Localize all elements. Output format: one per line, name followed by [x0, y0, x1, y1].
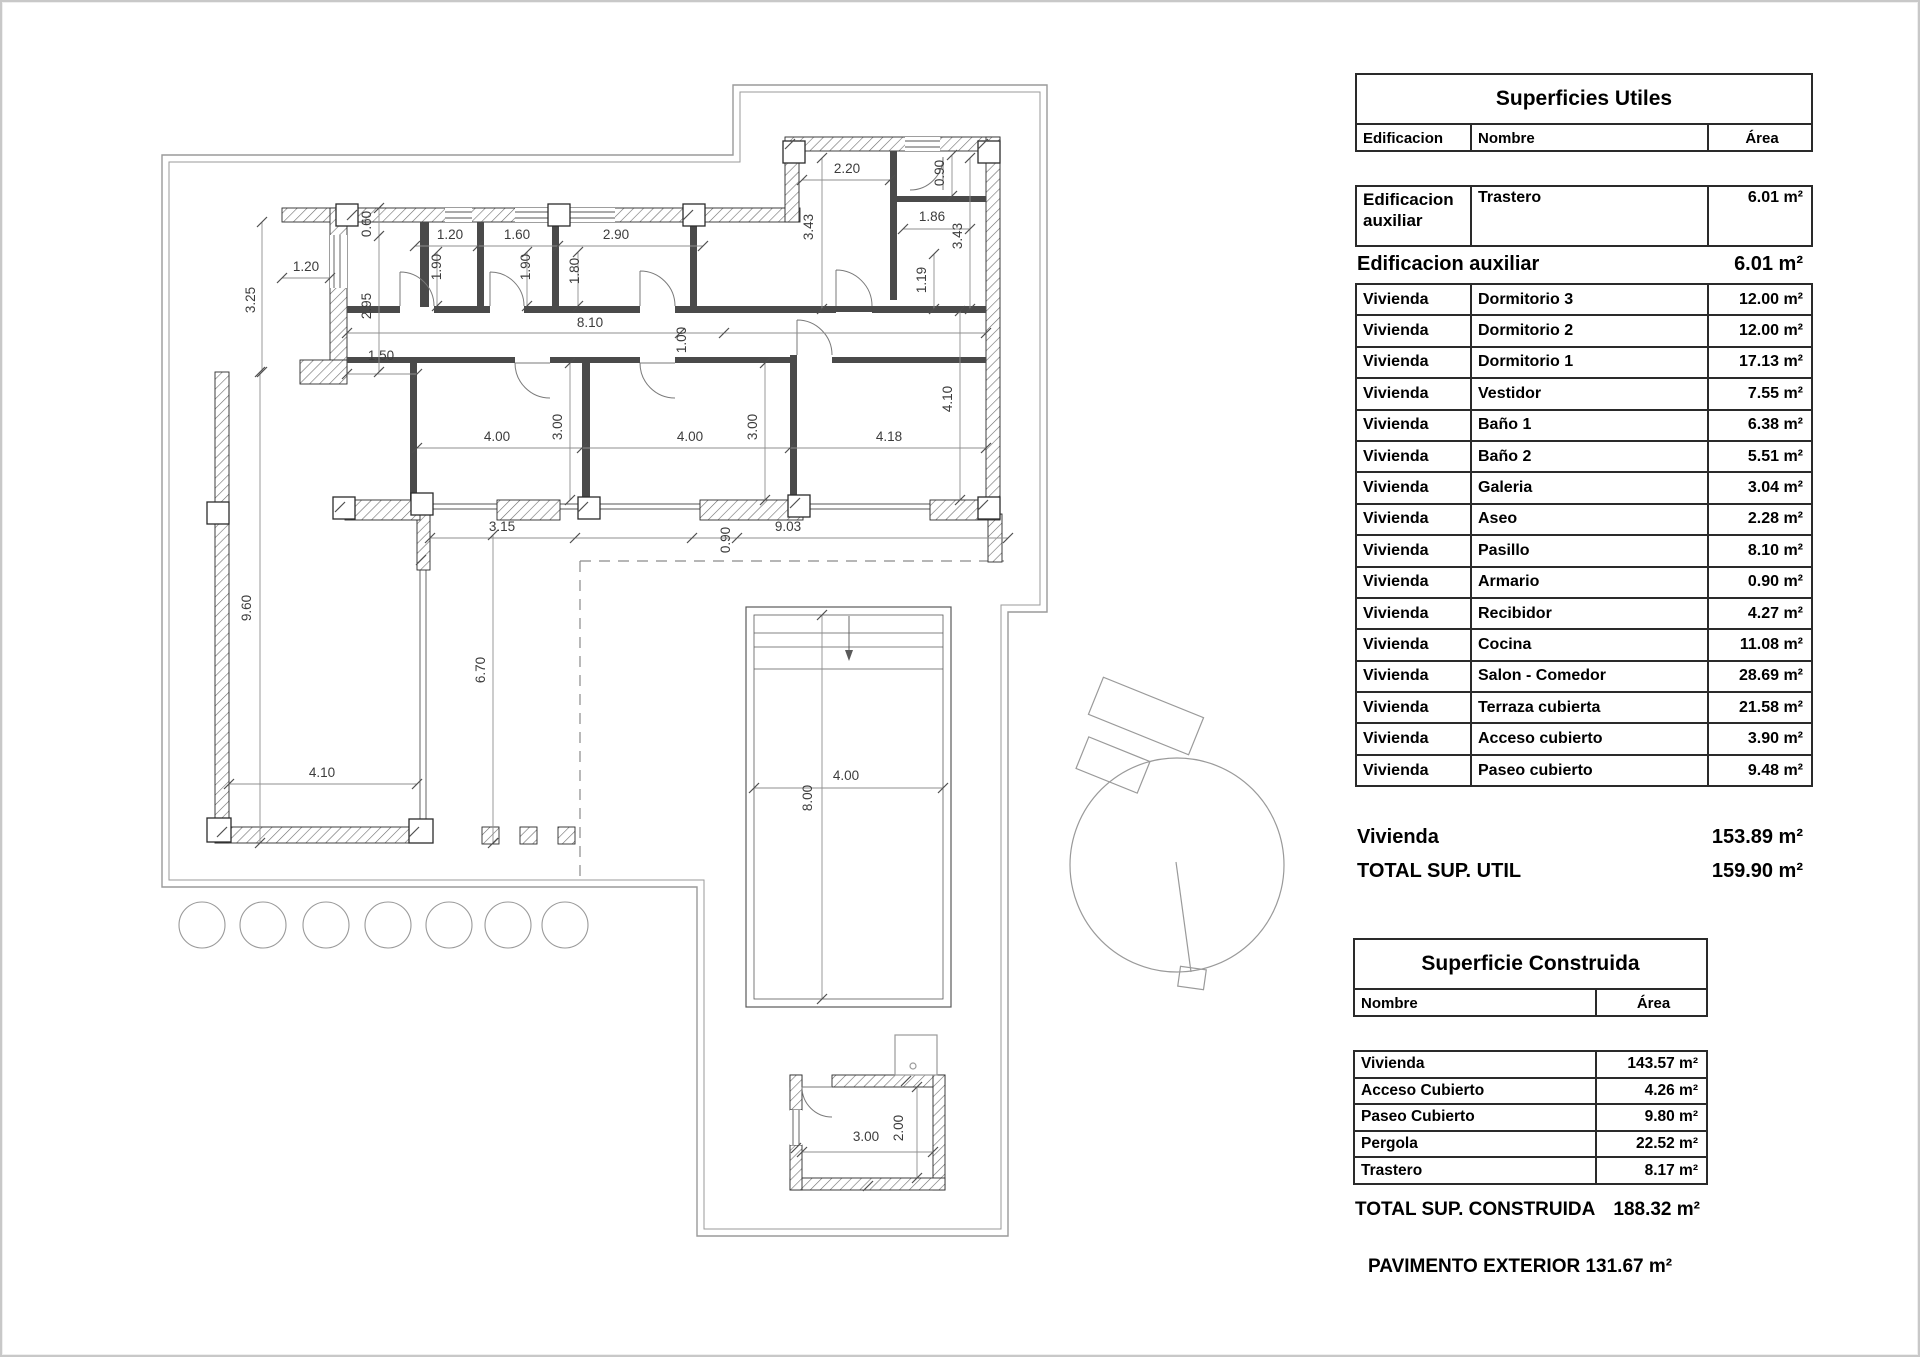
- aux-edificacion: Edificacion auxiliar: [1363, 190, 1454, 231]
- cell-nombre: Acceso Cubierto: [1361, 1081, 1485, 1099]
- dimension-label: 4.10: [940, 385, 955, 413]
- cell-nombre: Vestidor: [1470, 379, 1707, 408]
- table-row: [1353, 1050, 1708, 1079]
- cell-edificacion: Vivienda: [1363, 479, 1429, 497]
- cell-nombre: Recibidor: [1470, 599, 1707, 628]
- pavimento-exterior-row: [1368, 1253, 1721, 1281]
- cell-area: 17.13 m²: [1707, 348, 1815, 377]
- col-header-area2: Área: [1595, 990, 1710, 1017]
- vivienda-subtotal-label: Vivienda: [1357, 825, 1439, 848]
- tree-circle: [240, 902, 286, 948]
- pergola-dashed-outline: [580, 561, 1004, 882]
- cell-area: 9.80 m²: [1595, 1105, 1710, 1130]
- swimming-pool: [746, 607, 951, 1007]
- dimension-label: 1.80: [567, 257, 582, 285]
- table-row: [1355, 409, 1813, 442]
- tree-circle: [179, 902, 225, 948]
- cell-nombre: Dormitorio 1: [1470, 348, 1707, 377]
- cell-nombre: Paseo cubierto: [1470, 756, 1707, 785]
- dimension-label: 8.00: [800, 784, 815, 812]
- cell-edificacion: Vivienda: [1363, 447, 1429, 465]
- dimension-label: 4.00: [832, 768, 860, 783]
- aux-nombre: Trastero: [1470, 187, 1707, 245]
- vivienda-subtotal-area: 153.89 m²: [1711, 825, 1803, 848]
- table-row: [1355, 377, 1813, 410]
- dimension-label: 1.20: [292, 259, 320, 274]
- dimension-label: 3.00: [745, 413, 760, 441]
- cell-area: 143.57 m²: [1595, 1052, 1710, 1077]
- table-row: [1355, 660, 1813, 693]
- window-glass-lines: [345, 501, 1000, 827]
- tree-row: [179, 902, 588, 948]
- dimension-label: 3.25: [243, 286, 258, 314]
- cell-edificacion: Vivienda: [1363, 604, 1429, 622]
- cell-edificacion: Vivienda: [1363, 353, 1429, 371]
- table-row: [1353, 1130, 1708, 1159]
- built-areas-rows: [1353, 1050, 1708, 1185]
- tree-circle: [542, 902, 588, 948]
- table-row: [1355, 754, 1813, 787]
- tree-circle: [365, 902, 411, 948]
- aux-area: 6.01 m²: [1707, 187, 1815, 245]
- dimension-label: 2.95: [359, 292, 374, 320]
- umbrella-base: [1178, 966, 1207, 989]
- outdoor-unit-knob: [910, 1063, 916, 1069]
- cell-nombre: Baño 2: [1470, 442, 1707, 471]
- table-row: [1355, 314, 1813, 347]
- cell-area: 2.28 m²: [1707, 505, 1815, 534]
- cell-area: 4.26 m²: [1595, 1079, 1710, 1104]
- cell-area: 12.00 m²: [1707, 316, 1815, 345]
- col-header-area: Área: [1707, 125, 1815, 152]
- dimension-label: 1.20: [436, 227, 464, 242]
- total-construida-area: 188.32 m²: [1613, 1199, 1700, 1220]
- dimension-label: 4.00: [483, 429, 511, 444]
- cell-nombre: Acceso cubierto: [1470, 724, 1707, 753]
- cell-nombre: Terraza cubierta: [1470, 693, 1707, 722]
- cell-edificacion: Vivienda: [1363, 510, 1429, 528]
- table-row: [1355, 597, 1813, 630]
- dimension-label: 4.00: [676, 429, 704, 444]
- cell-nombre: Aseo: [1470, 505, 1707, 534]
- table-row-aux: [1355, 185, 1813, 247]
- cell-area: 6.38 m²: [1707, 411, 1815, 440]
- dimension-label: 3.15: [488, 519, 516, 534]
- dimension-label: 8.10: [576, 315, 604, 330]
- aux-subtotal-label: Edificacion auxiliar: [1357, 252, 1540, 275]
- built-areas-title: Superficie Construida: [1355, 940, 1706, 990]
- cell-area: 9.48 m²: [1707, 756, 1815, 785]
- dimension-label: 2.00: [891, 1114, 906, 1142]
- dimension-label: 1.90: [429, 253, 444, 281]
- dimension-label: 0.90: [718, 526, 733, 554]
- total-sup-util-row: [1357, 856, 1813, 886]
- cell-area: 8.17 m²: [1595, 1158, 1710, 1183]
- col-header-nombre2: Nombre: [1361, 995, 1418, 1012]
- cell-edificacion: Vivienda: [1363, 730, 1429, 748]
- vivienda-subtotal-row: [1357, 822, 1813, 852]
- table-row: [1355, 722, 1813, 755]
- dimension-label: 2.20: [833, 161, 861, 176]
- total-sup-util-label: TOTAL SUP. UTIL: [1357, 859, 1522, 882]
- pavimento-exterior-text: PAVIMENTO EXTERIOR 131.67 m²: [1368, 1256, 1673, 1277]
- cell-area: 5.51 m²: [1707, 442, 1815, 471]
- dimension-label: 9.60: [239, 594, 254, 622]
- dimension-label: 3.43: [950, 222, 965, 250]
- col-header-nombre: Nombre: [1470, 125, 1707, 152]
- table-row: [1355, 283, 1813, 316]
- dimension-label: 3.43: [801, 213, 816, 241]
- table-row: [1355, 534, 1813, 567]
- table-row: [1355, 566, 1813, 599]
- table-row: [1355, 691, 1813, 724]
- cell-nombre: Cocina: [1470, 630, 1707, 659]
- cell-nombre: Pasillo: [1470, 536, 1707, 565]
- dimension-label: 1.90: [518, 253, 533, 281]
- total-sup-util-area: 159.90 m²: [1711, 859, 1803, 882]
- dimension-label: 6.70: [473, 656, 488, 684]
- cell-nombre: Dormitorio 2: [1470, 316, 1707, 345]
- table-row: [1355, 346, 1813, 379]
- cell-edificacion: Vivienda: [1363, 416, 1429, 434]
- dimension-label: 4.10: [308, 765, 336, 780]
- cell-edificacion: Vivienda: [1363, 573, 1429, 591]
- cell-nombre: Trastero: [1361, 1161, 1423, 1179]
- dimension-label: 3.00: [550, 413, 565, 441]
- cell-edificacion: Vivienda: [1363, 322, 1429, 340]
- dimension-label: 1.00: [674, 326, 689, 354]
- total-construida-row: [1355, 1196, 1708, 1224]
- dimension-label: 0.90: [932, 159, 947, 187]
- dimension-label: 1.19: [914, 266, 929, 294]
- cell-edificacion: Vivienda: [1363, 698, 1429, 716]
- outdoor-unit: [895, 1035, 937, 1075]
- cell-edificacion: Vivienda: [1363, 635, 1429, 653]
- cell-edificacion: Vivienda: [1363, 667, 1429, 685]
- cell-area: 22.52 m²: [1595, 1132, 1710, 1157]
- cell-nombre: Baño 1: [1470, 411, 1707, 440]
- dimension-label: 3.00: [852, 1129, 880, 1144]
- col-header-edificacion: Edificacion: [1363, 130, 1444, 147]
- outdoor-furniture: [895, 677, 1284, 1075]
- aux-subtotal-area: 6.01 m²: [1734, 252, 1803, 275]
- table-row: [1353, 1156, 1708, 1185]
- cell-area: 3.04 m²: [1707, 473, 1815, 502]
- table-row: [1355, 440, 1813, 473]
- cell-area: 7.55 m²: [1707, 379, 1815, 408]
- cell-area: 28.69 m²: [1707, 662, 1815, 691]
- cell-area: 11.08 m²: [1707, 630, 1815, 659]
- tree-circle: [426, 902, 472, 948]
- cell-area: 21.58 m²: [1707, 693, 1815, 722]
- cell-nombre: Armario: [1470, 568, 1707, 597]
- dimension-label: 4.18: [875, 429, 903, 444]
- total-construida-label: TOTAL SUP. CONSTRUIDA: [1355, 1199, 1596, 1220]
- tree-circle: [303, 902, 349, 948]
- cell-edificacion: Vivienda: [1363, 541, 1429, 559]
- dimension-label: 1.50: [367, 348, 395, 363]
- cell-area: 8.10 m²: [1707, 536, 1815, 565]
- umbrella-pole: [1176, 862, 1191, 972]
- dimension-label: 1.60: [503, 227, 531, 242]
- cell-nombre: Galeria: [1470, 473, 1707, 502]
- cell-edificacion: Vivienda: [1363, 761, 1429, 779]
- exterior-walls: [215, 137, 1002, 1190]
- cell-edificacion: Vivienda: [1363, 384, 1429, 402]
- tree-circle: [485, 902, 531, 948]
- useful-areas-title: Superficies Utiles: [1357, 75, 1811, 125]
- table-row: [1355, 471, 1813, 504]
- table-row: [1355, 628, 1813, 661]
- cell-area: 0.90 m²: [1707, 568, 1815, 597]
- table-row: [1353, 1103, 1708, 1132]
- cell-nombre: Dormitorio 3: [1470, 285, 1707, 314]
- cell-edificacion: Vivienda: [1363, 290, 1429, 308]
- table-row: [1353, 1077, 1708, 1106]
- cell-nombre: Pergola: [1361, 1135, 1418, 1153]
- dimension-label: 9.03: [774, 519, 802, 534]
- aux-subtotal-row: [1357, 247, 1813, 281]
- table-row: [1355, 503, 1813, 536]
- dimension-label: 1.86: [918, 209, 946, 224]
- cell-area: 12.00 m²: [1707, 285, 1815, 314]
- cell-nombre: Salon - Comedor: [1470, 662, 1707, 691]
- dimension-label: 0.60: [359, 210, 374, 238]
- cell-area: 3.90 m²: [1707, 724, 1815, 753]
- dimension-label: 2.90: [602, 227, 630, 242]
- cell-nombre: Vivienda: [1361, 1055, 1425, 1073]
- useful-areas-rows: [1355, 283, 1813, 787]
- cell-nombre: Paseo Cubierto: [1361, 1108, 1475, 1126]
- cell-area: 4.27 m²: [1707, 599, 1815, 628]
